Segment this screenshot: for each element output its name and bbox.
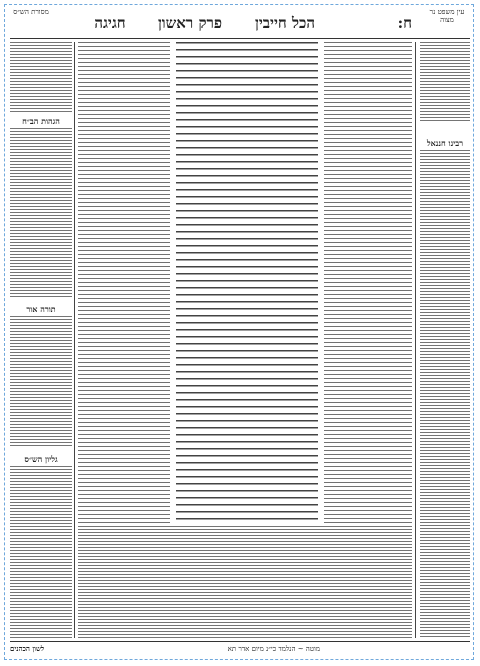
footer-left-label: לשון הכהנים	[10, 644, 45, 653]
rabbeinu-chananel-text	[420, 150, 470, 638]
left-margin-header	[10, 8, 52, 38]
footer-rule	[10, 641, 470, 642]
ein-mishpat-label: עין משפט נר מצוה	[429, 8, 465, 24]
gemara-column	[176, 42, 318, 522]
footer-center-label: מוטה ~ הנלמד כי״נ מיום אדר תא	[227, 645, 320, 653]
header-rule	[10, 38, 470, 39]
page-letter: ח:	[397, 14, 412, 32]
page-number	[372, 8, 412, 38]
tractate-title: חגיגה	[94, 14, 126, 32]
column-divider	[74, 42, 75, 638]
mesoret-label: מסורת הש״ס	[13, 8, 49, 16]
chapter-name-header	[245, 8, 325, 38]
chapter-title: פרק ראשון	[157, 14, 223, 32]
rabbeinu-chananel-title: רבינו חננאל	[420, 138, 470, 148]
lower-commentary	[78, 526, 412, 638]
right-margin-column	[420, 42, 470, 638]
page-footer	[10, 643, 470, 655]
torah-ohr-title: תורה אור	[10, 304, 72, 314]
gilyon-title: גליון הש״ס	[10, 454, 72, 464]
hagahot-title: הגהות הב״ח	[10, 116, 72, 126]
gemara-text	[176, 42, 318, 522]
ein-mishpat-block	[420, 42, 470, 122]
tractate-header	[75, 8, 145, 38]
talmud-page	[10, 8, 470, 656]
chapter-header	[150, 8, 230, 38]
mesoret-block	[10, 42, 72, 112]
gilyon-text	[10, 466, 72, 638]
torah-ohr-text	[10, 316, 72, 448]
right-margin-header	[424, 8, 470, 38]
hagahot-text	[10, 128, 72, 298]
left-margin-column	[10, 42, 72, 638]
chapter-name: הכל חייבין	[255, 14, 315, 32]
column-divider	[415, 42, 416, 638]
